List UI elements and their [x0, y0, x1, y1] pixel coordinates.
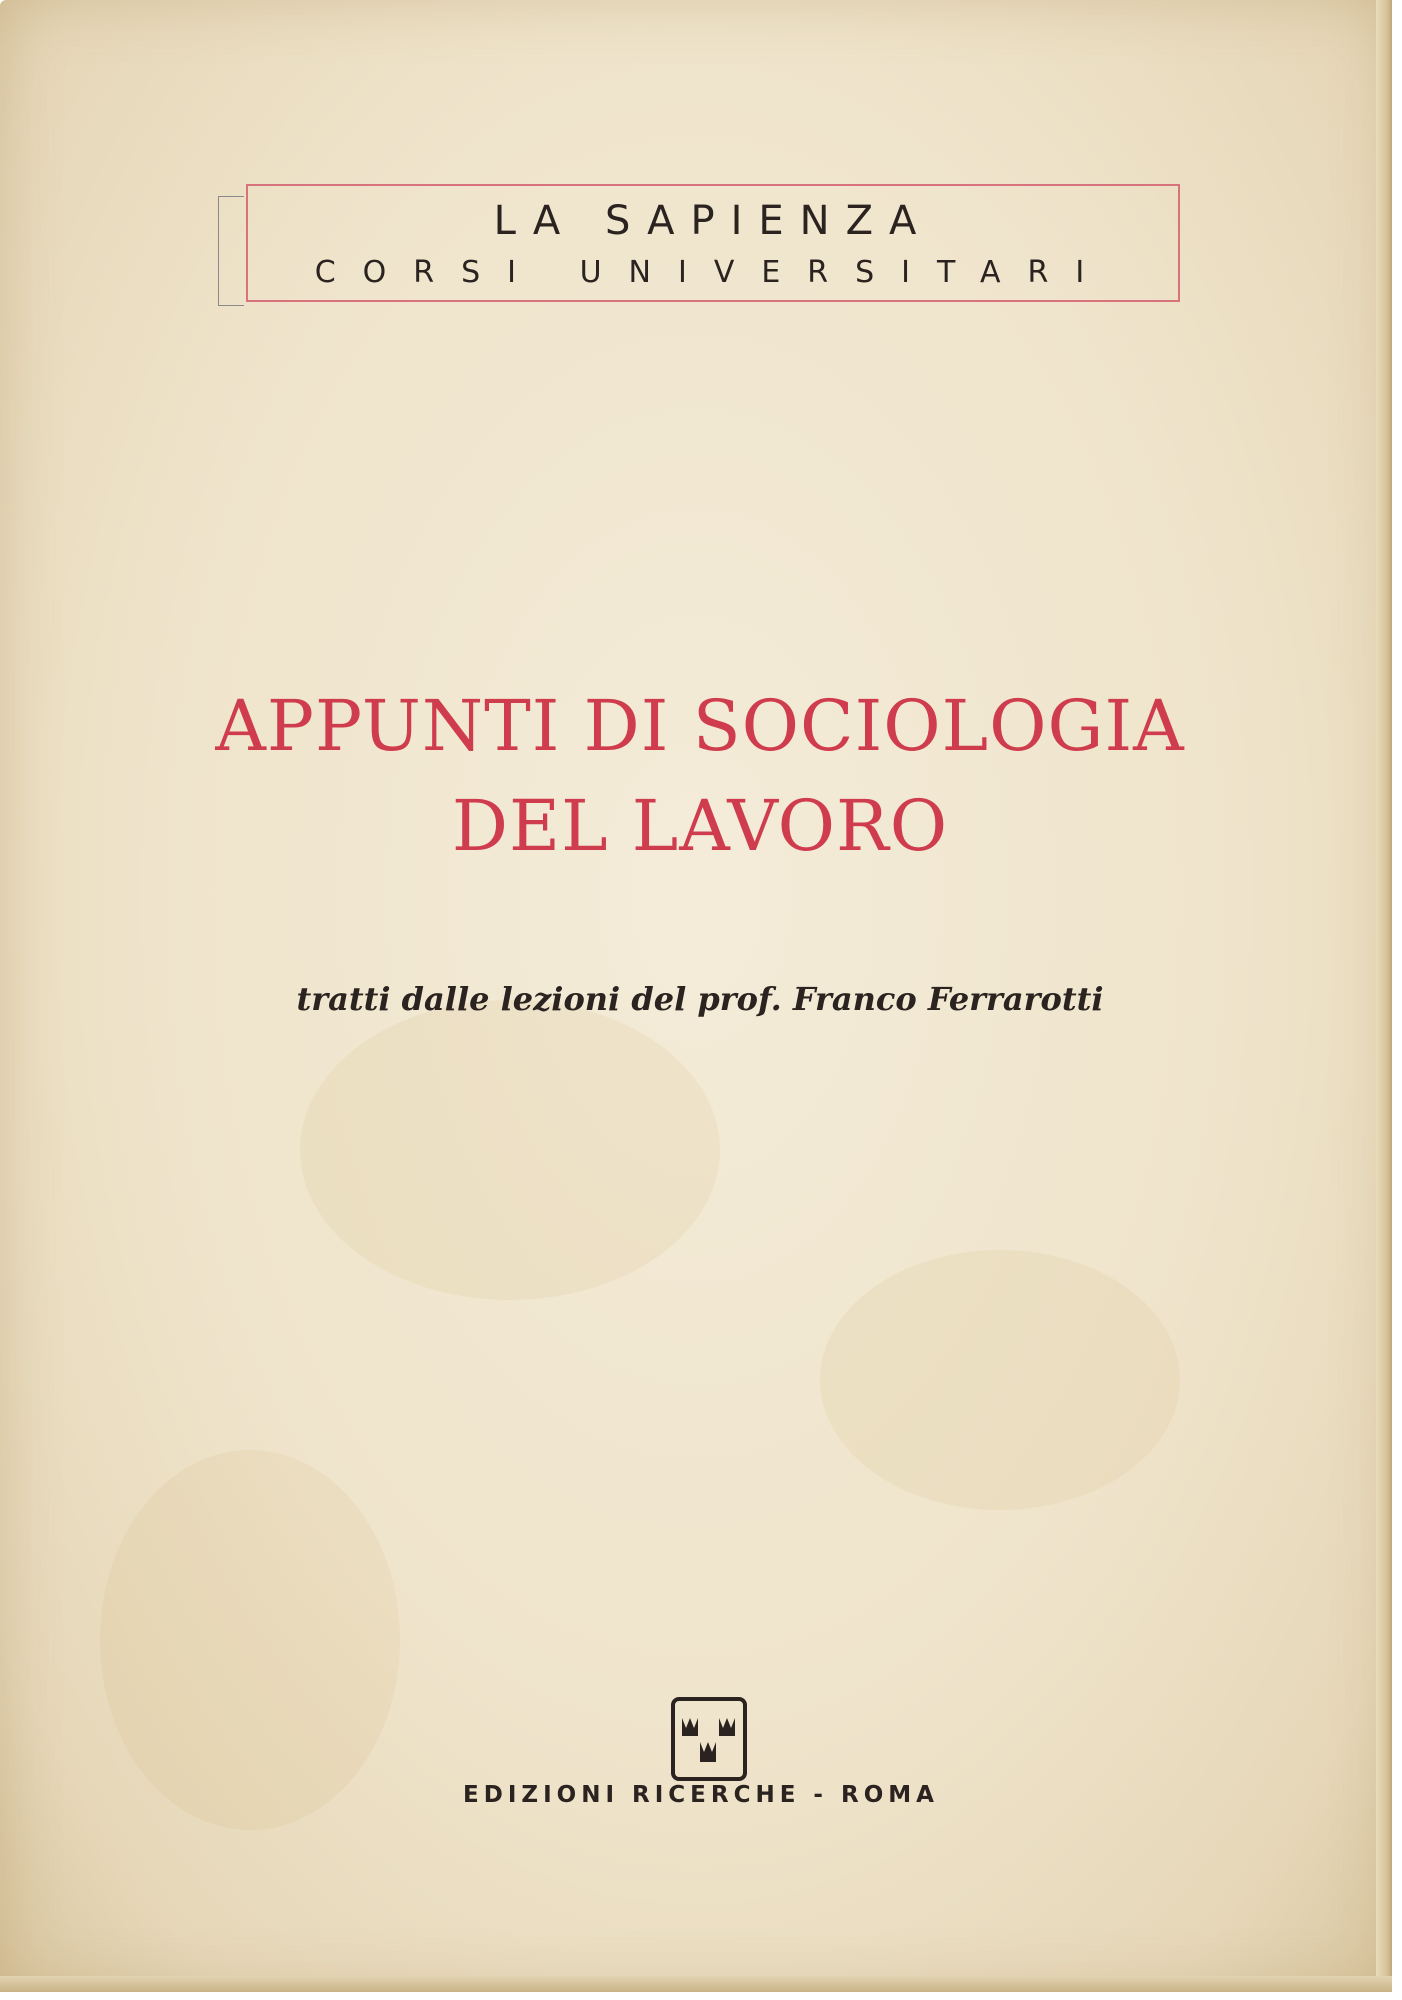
cover-right-edge [1376, 0, 1392, 1992]
book-title-line-2: DEL LAVORO [451, 785, 949, 867]
series-title: LA SAPIENZA [493, 198, 933, 244]
book-title-line-1: APPUNTI DI SOCIOLOGIA [215, 685, 1185, 767]
crowns-emblem-icon [670, 1696, 748, 1782]
series-subtitle: CORSI UNIVERSITARI [314, 255, 1112, 290]
paper-stain [100, 1450, 400, 1830]
book-title [150, 676, 1250, 876]
pencil-bracket-mark [218, 196, 244, 306]
book-subtitle: tratti dalle lezioni del prof. Franco Ferrarotti [296, 980, 1104, 1018]
publisher-name: EDIZIONI RICERCHE - ROMA [463, 1782, 939, 1808]
paper-stain [820, 1250, 1180, 1510]
cover-bottom-edge [0, 1976, 1392, 1992]
paper-stain [300, 1000, 720, 1300]
